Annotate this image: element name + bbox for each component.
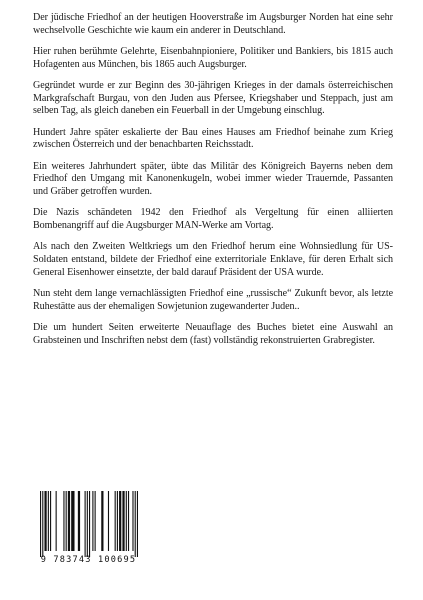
paragraph-9: Die um hundert Seiten erweiterte Neuauflage des Buches bietet eine Auswahl an Grabsteinen und Inschriften nebst dem (fast) vollständig rekonstruierten Grabregister. xyxy=(33,322,393,346)
barcode-bar xyxy=(101,491,103,551)
barcode-bar xyxy=(115,491,116,551)
barcode-bar xyxy=(122,491,124,551)
barcode-bars xyxy=(40,491,138,557)
barcode-bar xyxy=(56,491,57,551)
barcode-bar xyxy=(66,491,67,551)
barcode-bar xyxy=(95,491,96,551)
paragraph-3: Gegründet wurde er zur Beginn des 30-jährigen Krieges in der damals österreichischen Markgrafschaft Burgau, von den Juden aus Pfersee, Kriegshaber und Steppach, just am selben Tag, als gleich daneben ein Feuerball in der Umgebung einschlug. xyxy=(33,80,393,117)
barcode-bar xyxy=(132,491,133,551)
paragraph-2: Hier ruhen berühmte Gelehrte, Eisenbahnpioniere, Politiker und Bankiers, bis 1815 auch Hofagenten aus München, bis 1865 auch Augsburger. xyxy=(33,46,393,70)
barcode-bar xyxy=(135,491,136,557)
paragraph-6: Die Nazis schändeten 1942 den Friedhof als Vergeltung für einen alliierten Bombenangriff auf die Augsburger MAN-Werke am Vortag. xyxy=(33,207,393,232)
barcode-bar xyxy=(108,491,109,551)
paragraph-4: Hundert Jahre später eskalierte der Bau eines Hauses am Friedhof beinahe zum Krieg zwischen Österreich und der benachbarten Reichsstadt. xyxy=(33,126,393,151)
barcode-bar xyxy=(50,491,51,551)
barcode-bar xyxy=(44,491,46,551)
barcode-bar xyxy=(40,491,41,557)
barcode-bar xyxy=(85,491,86,557)
barcode-bar xyxy=(87,491,88,557)
barcode-bar xyxy=(89,491,90,557)
isbn-barcode xyxy=(33,486,144,568)
barcode-bar xyxy=(128,491,129,551)
barcode-bar xyxy=(78,491,80,551)
paragraph-7: Als nach den Zweiten Weltkriegs um den Friedhof herum eine Wohnsiedlung für US-Soldaten entstand, bildete der Friedhof eine exterritoriale Enklave, für deren Erhalt sich General Eisenhower einsetzte, der bald darauf Präsident der USA wurde. xyxy=(33,241,393,278)
barcode-bar xyxy=(126,491,127,551)
barcode-bar xyxy=(48,491,49,551)
blurb-text xyxy=(33,12,393,356)
barcode-bar xyxy=(117,491,118,551)
paragraph-8: Nun steht dem lange vernachlässigten Friedhof eine „russische“ Zukunft bevor, als letzte Ruhestätte aus der ehemaligen Sowjetunion zugewanderter Juden.. xyxy=(33,288,393,312)
barcode-bar xyxy=(42,491,43,557)
barcode-number: 9 783743 100695 xyxy=(40,555,137,565)
paragraph-5: Ein weiteres Jahrhundert später, übte das Militär des Königreich Bayerns neben dem Friedhof den Umgang mit Kanonenkugeln, wobei immer wieder Trauernde, Passanten und Gräber getroffen wurden. xyxy=(33,160,393,198)
barcode-bar xyxy=(71,491,74,551)
paragraph-1: Der jüdische Friedhof an der heutigen Hooverstraße im Augsburger Norden hat eine sehr wechselvolle Geschichte wie kaum ein anderer in Deutschland. xyxy=(33,12,393,36)
barcode-bar xyxy=(63,491,64,551)
barcode-bar xyxy=(119,491,121,551)
barcode-bar xyxy=(68,491,70,551)
barcode-bar xyxy=(92,491,93,551)
barcode-bar xyxy=(137,491,138,557)
